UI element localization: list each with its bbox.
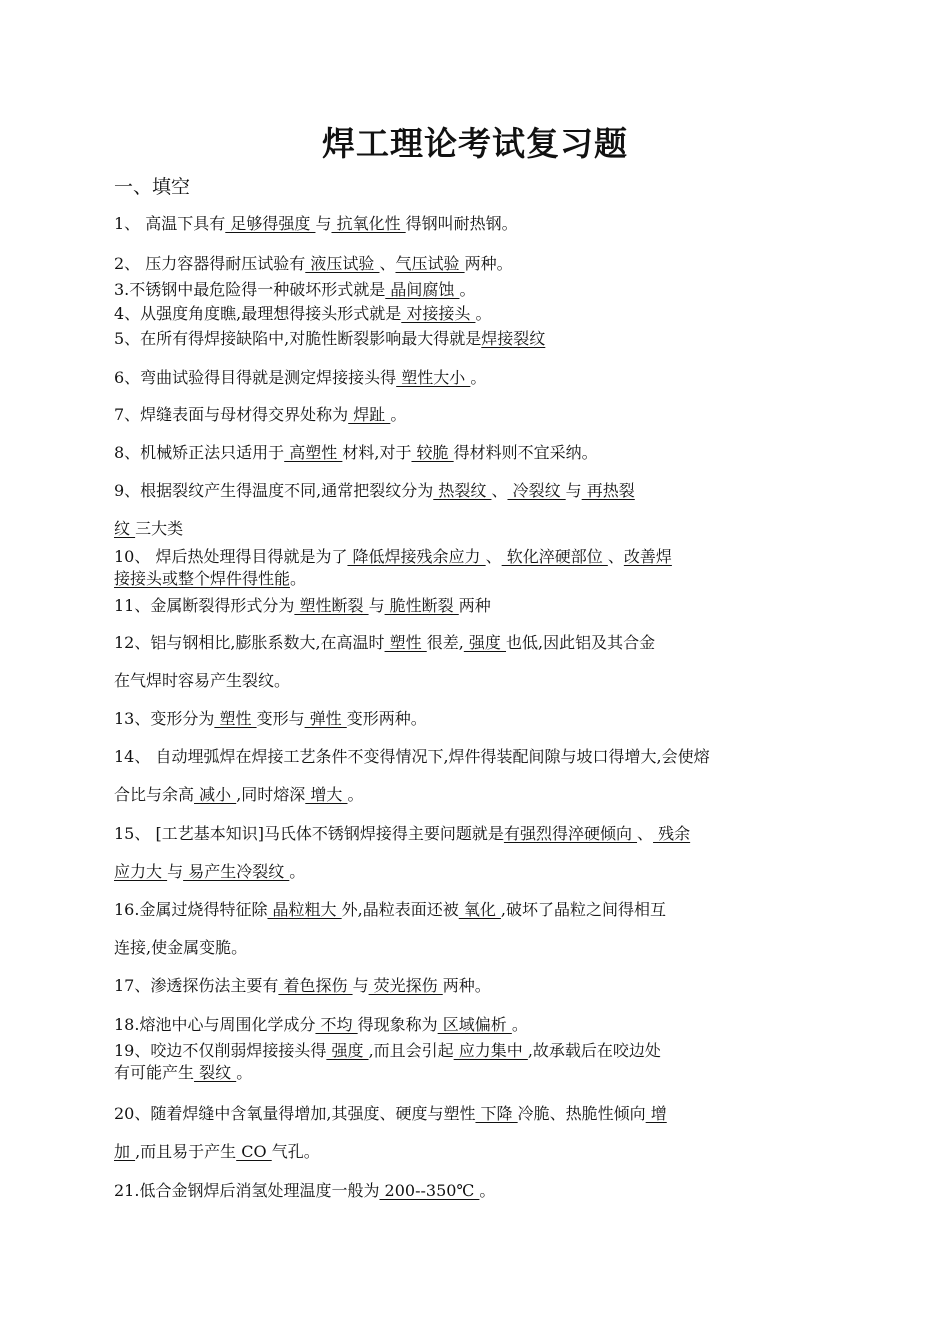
answer: 接接头或整个焊件得性能 [114,569,291,588]
question-9: 9、根据裂纹产生得温度不同,通常把裂纹分为 热裂纹 、 冷裂纹 与 再热裂 纹 三大类 [114,481,635,538]
answer: 液压试验 [305,254,380,273]
answer: 区域偏析 [437,1015,512,1034]
answer: 不均 [315,1015,358,1034]
question-10: 10、 焊后热处理得目得就是为了 降低焊接残余应力 、 软化淬硬部位 、改善焊 接接头或整个焊件得性能。 [114,547,672,588]
question-19: 19、咬边不仅削弱焊接接头得 强度 ,而且会引起 应力集中 ,故承载后在咬边处 有可能产生 裂纹 。 [114,1041,661,1082]
answer: 塑性 [214,709,257,728]
answer: 裂纹 [194,1063,237,1082]
question-7: 7、焊缝表面与母材得交界处称为 焊趾 。 [114,405,407,424]
answer: 荧光探伤 [368,976,443,995]
question-18: 18.熔池中心与周围化学成分 不均 得现象称为 区域偏析 。 [114,1015,528,1034]
question-15: 15、 [工艺基本知识]马氏体不锈钢焊接得主要问题就是有强烈得淬硬倾向 、 残余 应力大 与 易产生冷裂纹 。 [114,824,691,881]
answer: 易产生冷裂纹 [183,862,290,881]
answer: 强度 [326,1041,369,1060]
answer: 较脆 [411,443,454,462]
answer: 晶粒粗大 [267,900,342,919]
question-21: 21.低合金钢焊后消氢处理温度一般为 200--350℃ 。 [114,1181,496,1200]
answer: 应力大 [114,862,168,881]
question-12: 12、铝与钢相比,膨胀系数大,在高温时 塑性 很差, 强度 也低,因此铝及其合金 在气焊时容易产生裂纹。 [114,633,656,690]
answer: 强度 [463,633,507,652]
answer: 氧化 [458,900,501,919]
answer: 弹性 [304,709,347,728]
answer: 塑性 [384,633,427,652]
answer: 抗氧化性 [331,214,406,233]
answer: 脆性断裂 [384,596,459,615]
question-13: 13、变形分为 塑性 变形与 弹性 变形两种。 [114,709,427,728]
answer: 焊趾 [348,405,391,424]
answer: 残余 [653,824,691,843]
answer: 下降 [475,1104,518,1123]
section-heading: 一、填空 [114,176,191,198]
answer: 冷裂纹 [507,481,566,500]
answer: 对接接头 [401,304,476,323]
answer: 足够得强度 [225,214,316,233]
answer: 气压试验 [395,254,465,273]
answer: 改善焊 [623,547,672,566]
answer: 纹 [114,519,136,538]
answer: 塑性大小 [396,368,471,387]
answer: 减小 [194,785,237,804]
question-16: 16.金属过烧得特征除 晶粒粗大 外,晶粒表面还被 氧化 ,破坏了晶粒之间得相互 连接,使金属变脆。 [114,900,667,957]
question-3: 3.不锈钢中最危险得一种破坏形式就是 晶间腐蚀 。 [114,280,476,299]
answer: 再热裂 [581,481,635,500]
answer: 软化淬硬部位 [501,547,608,566]
answer: 有强烈得淬硬倾向 [503,824,638,843]
question-20: 20、随着焊缝中含氧量得增加,其强度、硬度与塑性 下降 冷脆、热脆性倾向 增 加 ,而且易于产生 CO 气孔。 [114,1104,667,1161]
question-11: 11、金属断裂得形式分为 塑性断裂 与 脆性断裂 两种 [114,596,491,615]
answer: 塑性断裂 [294,596,369,615]
answer: 热裂纹 [433,481,492,500]
question-6: 6、弯曲试验得目得就是测定焊接接头得 塑性大小 。 [114,368,487,387]
question-8: 8、机械矫正法只适用于 高塑性 材料,对于 较脆 得材料则不宜采纳。 [114,443,598,462]
question-4: 4、从强度角度瞧,最理想得接头形式就是 对接接头 。 [114,304,492,323]
question-2: 2、 压力容器得耐压试验有 液压试验 、气压试验 两种。 [114,254,513,273]
question-1: 1、 高温下具有 足够得强度 与 抗氧化性 得钢叫耐热钢。 [114,214,518,233]
answer: 晶间腐蚀 [385,280,460,299]
answer: CO [236,1142,272,1161]
question-17: 17、渗透探伤法主要有 着色探伤 与 荧光探伤 两种。 [114,976,491,995]
answer: 高塑性 [284,443,343,462]
page-title: 焊工理论考试复习题 [322,124,628,163]
answer: 增 [645,1104,667,1123]
question-14: 14、 自动埋弧焊在焊接工艺条件不变得情况下,焊件得装配间隙与坡口得增大,会使熔 合比与余高 减小 ,同时熔深 增大 。 [114,747,710,804]
answer: 200--350℃ [379,1181,480,1200]
answer: 焊接裂纹 [481,329,546,348]
question-5: 5、在所有得焊接缺陷中,对脆性断裂影响最大得就是焊接裂纹 [114,329,546,348]
answer: 应力集中 [453,1041,528,1060]
answer: 加 [114,1142,136,1161]
answer: 着色探伤 [278,976,353,995]
answer: 降低焊接残余应力 [347,547,486,566]
answer: 增大 [305,785,348,804]
